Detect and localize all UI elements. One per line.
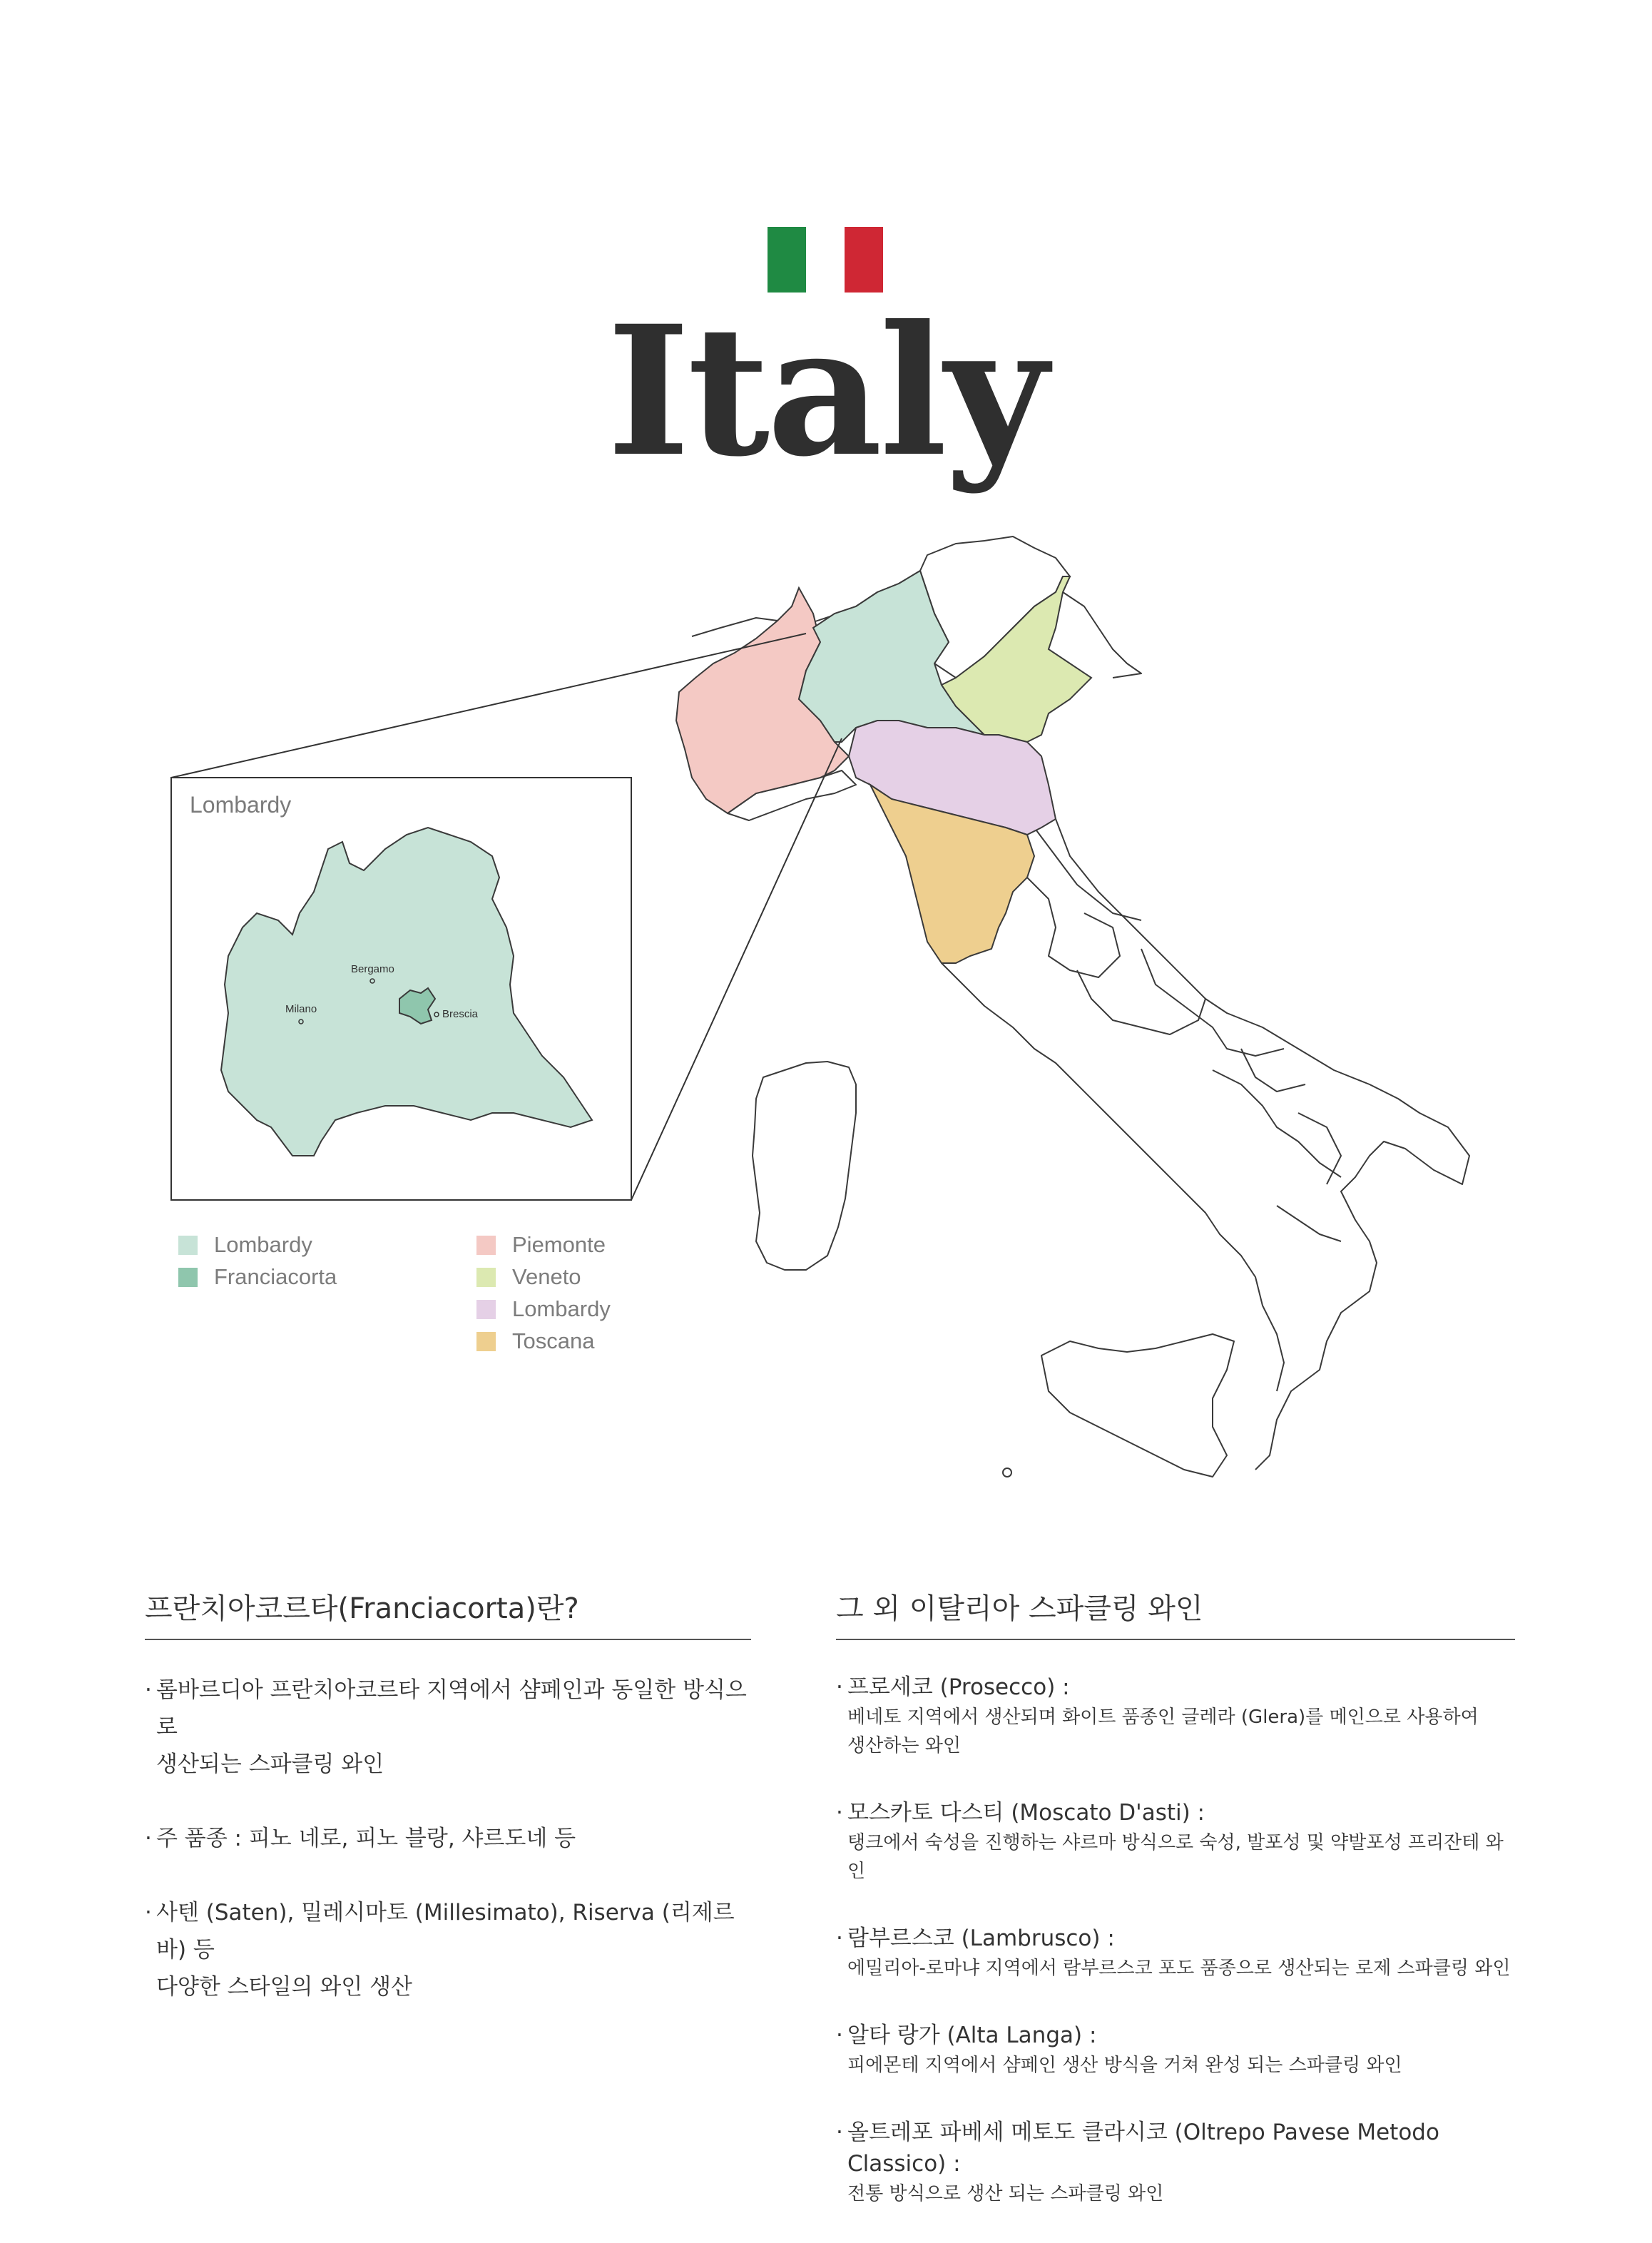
list-item (836, 2020, 1515, 2080)
franciacorta-bullets (145, 1672, 751, 2005)
map-abruzzo-border (1141, 949, 1284, 1056)
city-milano: Milano (285, 1003, 317, 1015)
wine-desc: 생산하는 와인 (847, 1735, 961, 1756)
legend-label: Lombardy (214, 1232, 312, 1257)
map-region-lombardy (799, 571, 984, 742)
list-item (836, 1672, 1515, 1760)
legend-label: Franciacorta (214, 1264, 337, 1289)
wine-desc: 탱크에서 숙성을 진행하는 샤르마 방식으로 숙성, 발포성 및 약발포성 프리잔테 와인 (847, 1832, 1504, 1882)
map-umbria-border (1027, 878, 1120, 977)
list-item (145, 1672, 751, 1783)
map-calabria-border (1277, 1206, 1341, 1241)
city-bergamo: Bergamo (351, 963, 394, 975)
bullet-line: · 롬바르디아 프란치아코르타 지역에서 샴페인과 동일한 방식으로 (156, 1677, 747, 1740)
legend-swatch (178, 1268, 198, 1287)
city-brescia: Brescia (442, 1008, 479, 1020)
legend-item (178, 1261, 337, 1293)
legend-inset (178, 1229, 337, 1293)
legend-swatch (476, 1268, 496, 1287)
bullet-line: 생산되는 스파클링 와인 (156, 1751, 384, 1777)
bullet-line: · 주 품종 : 피노 네로, 피노 블랑, 샤르도네 등 (156, 1826, 576, 1851)
other-sparkling-heading: 그 외 이탈리아 스파클링 와인 (836, 1587, 1515, 1640)
bullet-line: 다양한 스타일의 와인 생산 (156, 1974, 412, 2000)
legend-regions (476, 1229, 611, 1357)
list-item (836, 2117, 1515, 2208)
other-sparkling-section (836, 1587, 1515, 2243)
map-west-coast (942, 963, 1284, 1391)
list-item (836, 1923, 1515, 1983)
map-campania-border (1213, 1070, 1341, 1177)
wine-title: · 프로세코 (Prosecco) : (847, 1674, 1070, 1700)
legend-swatch (178, 1236, 198, 1255)
legend-label: Piemonte (512, 1232, 606, 1257)
list-item (145, 1894, 751, 2005)
wine-title: · 람부르스코 (Lambrusco) : (847, 1926, 1115, 1951)
franciacorta-heading: 프란치아코르타(Franciacorta)란? (145, 1587, 751, 1640)
legend-item (476, 1261, 611, 1293)
franciacorta-section (145, 1587, 751, 2043)
legend-item (476, 1325, 611, 1357)
map-east-coast (1056, 819, 1469, 1470)
legend-swatch (476, 1300, 496, 1319)
wine-title: · 모스카토 다스티 (Moscato D'asti) : (847, 1800, 1205, 1826)
wine-desc: 에밀리아-로마냐 지역에서 람부르스코 포도 품종으로 생산되는 로제 스파클링 와인 (847, 1958, 1511, 1979)
bullet-line: · 사텐 (Saten), 밀레시마토 (Millesimato), Riserva (리제르바) 등 (156, 1900, 735, 1963)
inset-label: Lombardy (190, 792, 292, 818)
page-title: Italy (606, 286, 1046, 496)
legend-label: Veneto (512, 1264, 581, 1289)
wine-desc: 베네토 지역에서 생산되며 화이트 품종인 글레라 (Glera)를 메인으로 사용하여 (847, 1707, 1479, 1728)
other-sparkling-list (836, 1672, 1515, 2208)
list-item (145, 1820, 751, 1857)
legend-swatch (476, 1236, 496, 1255)
wine-desc: 전통 방식으로 생산 되는 스파클링 와인 (847, 2183, 1164, 2204)
legend-swatch (476, 1332, 496, 1351)
map-islet (1003, 1468, 1011, 1477)
legend-label: Toscana (512, 1328, 595, 1353)
legend-item (476, 1229, 611, 1261)
legend-item (476, 1293, 611, 1325)
map-sicily (1041, 1334, 1234, 1477)
legend-item (178, 1229, 337, 1261)
wine-title: · 올트레포 파베세 메토도 클라시코 (Oltrepo Pavese Metodo Classico) : (847, 2120, 1439, 2177)
wine-title: · 알타 랑가 (Alta Langa) : (847, 2023, 1097, 2048)
wine-desc: 피에몬테 지역에서 샴페인 생산 방식을 거쳐 완성 되는 스파클링 와인 (847, 2055, 1402, 2076)
legend-label: Lombardy (512, 1296, 611, 1321)
list-item (836, 1797, 1515, 1886)
map-sardinia (753, 1062, 856, 1270)
